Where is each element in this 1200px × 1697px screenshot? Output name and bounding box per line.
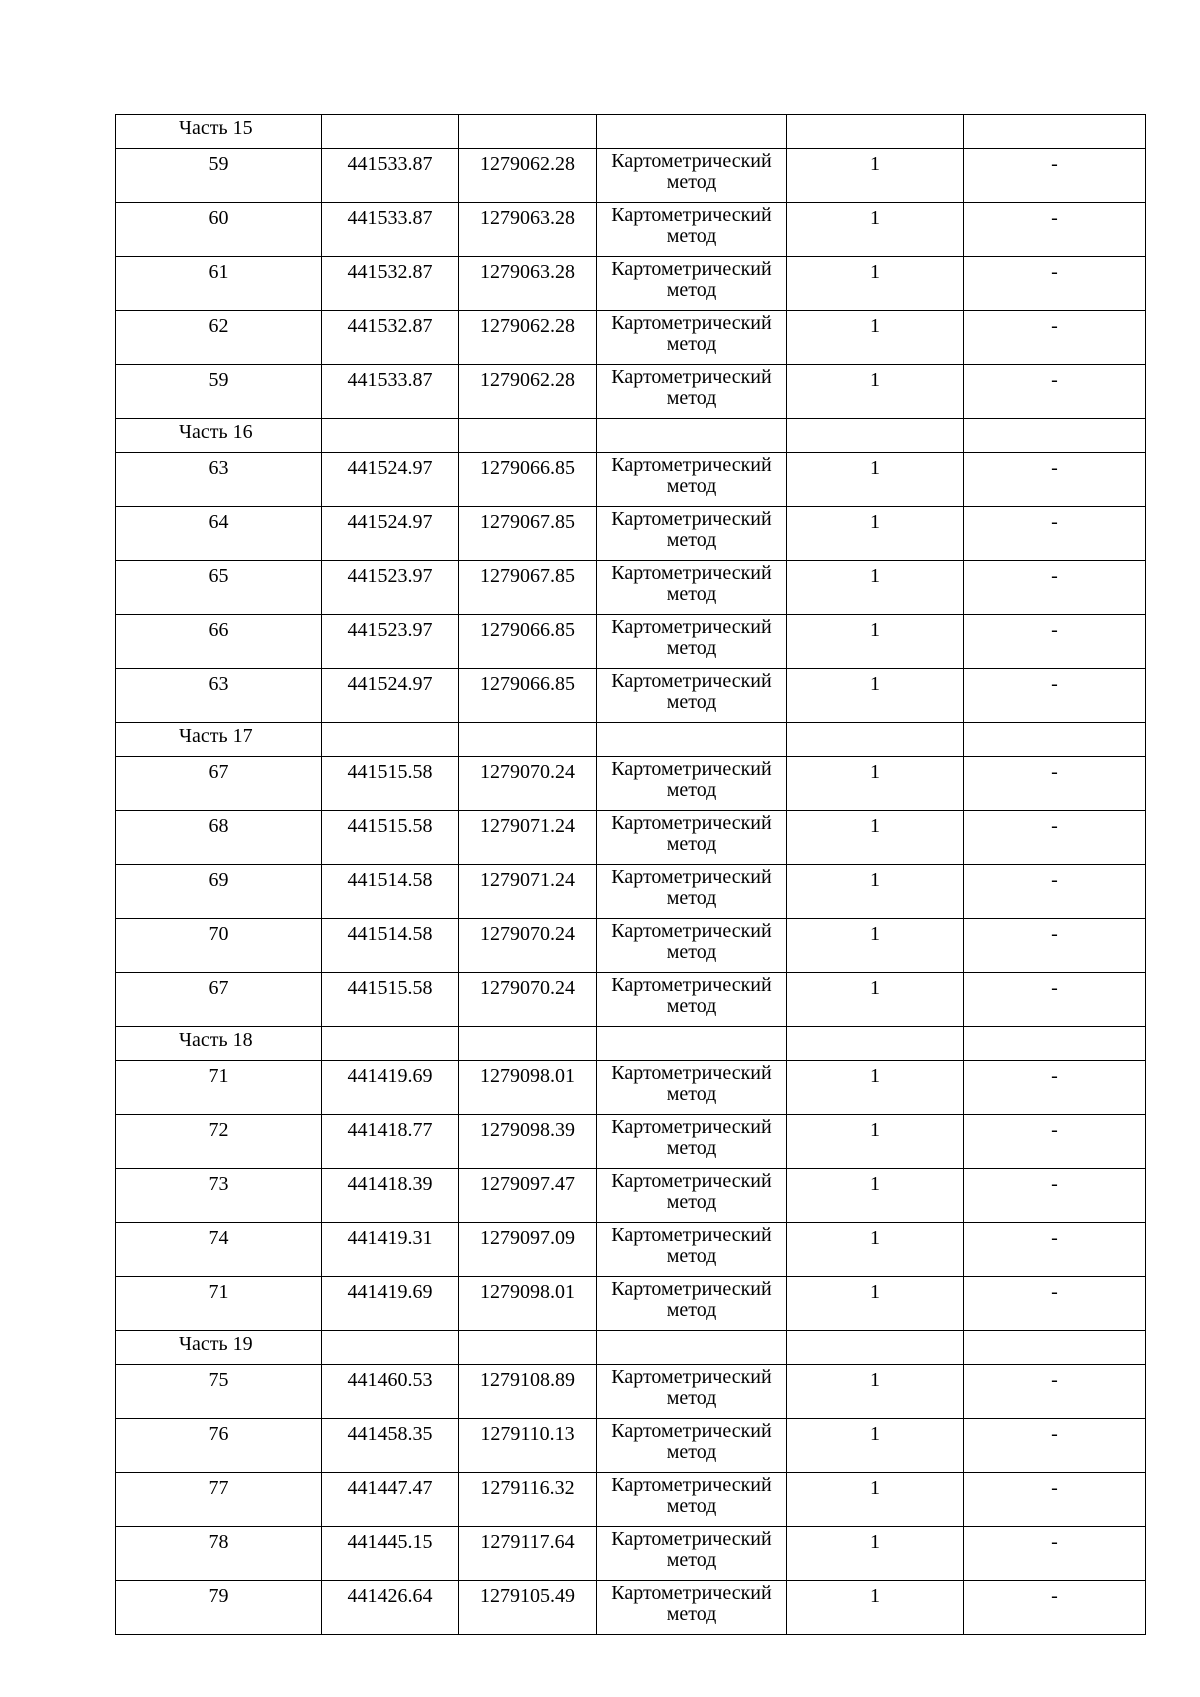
table-row xyxy=(116,1581,1146,1635)
table-row xyxy=(116,1473,1146,1527)
note: - xyxy=(964,311,1146,365)
accuracy: 1 xyxy=(787,1115,964,1169)
coord-y: 1279062.28 xyxy=(459,149,597,203)
method: Картометрический метод xyxy=(597,453,787,507)
coord-x: 441418.77 xyxy=(322,1115,459,1169)
coord-x: 441523.97 xyxy=(322,615,459,669)
point-number: 71 xyxy=(116,1277,322,1331)
accuracy: 1 xyxy=(787,1061,964,1115)
coord-x: 441533.87 xyxy=(322,203,459,257)
table-row xyxy=(116,1365,1146,1419)
part-label: Часть 16 xyxy=(116,419,322,453)
coord-y: 1279070.24 xyxy=(459,973,597,1027)
method: Картометрический метод xyxy=(597,1365,787,1419)
method: Картометрический метод xyxy=(597,1169,787,1223)
method: Картометрический метод xyxy=(597,149,787,203)
accuracy: 1 xyxy=(787,1581,964,1635)
table-row xyxy=(116,1223,1146,1277)
coord-x: 441515.58 xyxy=(322,973,459,1027)
coord-y: 1279067.85 xyxy=(459,507,597,561)
accuracy: 1 xyxy=(787,1473,964,1527)
empty-cell xyxy=(597,115,787,149)
empty-cell xyxy=(787,1331,964,1365)
empty-cell xyxy=(787,1027,964,1061)
note: - xyxy=(964,811,1146,865)
part-label: Часть 18 xyxy=(116,1027,322,1061)
coord-x: 441532.87 xyxy=(322,311,459,365)
table-row xyxy=(116,1115,1146,1169)
coord-y: 1279070.24 xyxy=(459,919,597,973)
accuracy: 1 xyxy=(787,257,964,311)
empty-cell xyxy=(322,419,459,453)
method: Картометрический метод xyxy=(597,257,787,311)
note: - xyxy=(964,1061,1146,1115)
table-row xyxy=(116,507,1146,561)
coord-y: 1279108.89 xyxy=(459,1365,597,1419)
part-label: Часть 19 xyxy=(116,1331,322,1365)
coord-y: 1279071.24 xyxy=(459,865,597,919)
table-row xyxy=(116,615,1146,669)
method: Картометрический метод xyxy=(597,203,787,257)
table-row xyxy=(116,561,1146,615)
coord-y: 1279097.09 xyxy=(459,1223,597,1277)
coord-x: 441419.69 xyxy=(322,1061,459,1115)
point-number: 60 xyxy=(116,203,322,257)
point-number: 79 xyxy=(116,1581,322,1635)
accuracy: 1 xyxy=(787,865,964,919)
coord-y: 1279062.28 xyxy=(459,365,597,419)
method: Картометрический метод xyxy=(597,365,787,419)
part-header-row xyxy=(116,723,1146,757)
coord-y: 1279066.85 xyxy=(459,669,597,723)
method: Картометрический метод xyxy=(597,1581,787,1635)
empty-cell xyxy=(964,115,1146,149)
point-number: 67 xyxy=(116,973,322,1027)
table-row xyxy=(116,1169,1146,1223)
coord-x: 441445.15 xyxy=(322,1527,459,1581)
note: - xyxy=(964,1419,1146,1473)
coord-x: 441523.97 xyxy=(322,561,459,615)
point-number: 71 xyxy=(116,1061,322,1115)
accuracy: 1 xyxy=(787,669,964,723)
empty-cell xyxy=(322,1331,459,1365)
method: Картометрический метод xyxy=(597,1223,787,1277)
method: Картометрический метод xyxy=(597,865,787,919)
empty-cell xyxy=(597,723,787,757)
coord-x: 441524.97 xyxy=(322,669,459,723)
accuracy: 1 xyxy=(787,973,964,1027)
coord-x: 441460.53 xyxy=(322,1365,459,1419)
note: - xyxy=(964,615,1146,669)
coord-y: 1279067.85 xyxy=(459,561,597,615)
note: - xyxy=(964,973,1146,1027)
method: Картометрический метод xyxy=(597,1115,787,1169)
method: Картометрический метод xyxy=(597,973,787,1027)
coord-y: 1279066.85 xyxy=(459,453,597,507)
accuracy: 1 xyxy=(787,149,964,203)
point-number: 74 xyxy=(116,1223,322,1277)
point-number: 64 xyxy=(116,507,322,561)
coordinates-table-body xyxy=(116,115,1146,1635)
coord-y: 1279071.24 xyxy=(459,811,597,865)
coord-x: 441426.64 xyxy=(322,1581,459,1635)
point-number: 66 xyxy=(116,615,322,669)
table-row xyxy=(116,1277,1146,1331)
note: - xyxy=(964,1277,1146,1331)
coord-y: 1279098.39 xyxy=(459,1115,597,1169)
coord-y: 1279098.01 xyxy=(459,1277,597,1331)
point-number: 73 xyxy=(116,1169,322,1223)
coord-x: 441515.58 xyxy=(322,811,459,865)
note: - xyxy=(964,365,1146,419)
method: Картометрический метод xyxy=(597,561,787,615)
method: Картометрический метод xyxy=(597,1277,787,1331)
table-row xyxy=(116,1061,1146,1115)
coord-x: 441514.58 xyxy=(322,919,459,973)
part-label: Часть 17 xyxy=(116,723,322,757)
empty-cell xyxy=(787,419,964,453)
empty-cell xyxy=(597,1027,787,1061)
point-number: 77 xyxy=(116,1473,322,1527)
point-number: 62 xyxy=(116,311,322,365)
method: Картометрический метод xyxy=(597,1061,787,1115)
coord-x: 441514.58 xyxy=(322,865,459,919)
coord-y: 1279098.01 xyxy=(459,1061,597,1115)
coord-x: 441533.87 xyxy=(322,365,459,419)
part-header-row xyxy=(116,1027,1146,1061)
note: - xyxy=(964,1581,1146,1635)
part-header-row xyxy=(116,115,1146,149)
method: Картометрический метод xyxy=(597,811,787,865)
accuracy: 1 xyxy=(787,615,964,669)
coord-y: 1279066.85 xyxy=(459,615,597,669)
accuracy: 1 xyxy=(787,1169,964,1223)
method: Картометрический метод xyxy=(597,919,787,973)
method: Картометрический метод xyxy=(597,507,787,561)
empty-cell xyxy=(597,419,787,453)
coord-x: 441419.69 xyxy=(322,1277,459,1331)
table-row xyxy=(116,365,1146,419)
note: - xyxy=(964,1527,1146,1581)
coord-y: 1279117.64 xyxy=(459,1527,597,1581)
accuracy: 1 xyxy=(787,1277,964,1331)
method: Картометрический метод xyxy=(597,615,787,669)
note: - xyxy=(964,507,1146,561)
accuracy: 1 xyxy=(787,1365,964,1419)
empty-cell xyxy=(322,1027,459,1061)
coord-x: 441447.47 xyxy=(322,1473,459,1527)
empty-cell xyxy=(459,723,597,757)
note: - xyxy=(964,257,1146,311)
point-number: 72 xyxy=(116,1115,322,1169)
coord-x: 441458.35 xyxy=(322,1419,459,1473)
point-number: 70 xyxy=(116,919,322,973)
point-number: 59 xyxy=(116,149,322,203)
empty-cell xyxy=(459,1331,597,1365)
table-row xyxy=(116,865,1146,919)
part-header-row xyxy=(116,1331,1146,1365)
point-number: 67 xyxy=(116,757,322,811)
table-row xyxy=(116,811,1146,865)
table-row xyxy=(116,973,1146,1027)
accuracy: 1 xyxy=(787,1419,964,1473)
note: - xyxy=(964,453,1146,507)
note: - xyxy=(964,1365,1146,1419)
empty-cell xyxy=(459,419,597,453)
empty-cell xyxy=(787,723,964,757)
note: - xyxy=(964,203,1146,257)
empty-cell xyxy=(459,115,597,149)
coord-y: 1279110.13 xyxy=(459,1419,597,1473)
part-header-row xyxy=(116,419,1146,453)
method: Картометрический метод xyxy=(597,1473,787,1527)
point-number: 63 xyxy=(116,453,322,507)
coord-y: 1279116.32 xyxy=(459,1473,597,1527)
accuracy: 1 xyxy=(787,203,964,257)
table-row xyxy=(116,203,1146,257)
point-number: 63 xyxy=(116,669,322,723)
table-row xyxy=(116,1527,1146,1581)
table-row xyxy=(116,757,1146,811)
empty-cell xyxy=(459,1027,597,1061)
empty-cell xyxy=(597,1331,787,1365)
note: - xyxy=(964,865,1146,919)
table-row xyxy=(116,919,1146,973)
coord-x: 441419.31 xyxy=(322,1223,459,1277)
empty-cell xyxy=(964,1331,1146,1365)
coord-y: 1279063.28 xyxy=(459,203,597,257)
part-label: Часть 15 xyxy=(116,115,322,149)
empty-cell xyxy=(322,115,459,149)
table-row xyxy=(116,669,1146,723)
accuracy: 1 xyxy=(787,507,964,561)
point-number: 68 xyxy=(116,811,322,865)
point-number: 61 xyxy=(116,257,322,311)
empty-cell xyxy=(787,115,964,149)
note: - xyxy=(964,1169,1146,1223)
empty-cell xyxy=(964,723,1146,757)
table-row xyxy=(116,311,1146,365)
accuracy: 1 xyxy=(787,561,964,615)
coord-y: 1279063.28 xyxy=(459,257,597,311)
coord-x: 441418.39 xyxy=(322,1169,459,1223)
table-row xyxy=(116,149,1146,203)
coord-x: 441532.87 xyxy=(322,257,459,311)
accuracy: 1 xyxy=(787,757,964,811)
note: - xyxy=(964,1223,1146,1277)
point-number: 59 xyxy=(116,365,322,419)
empty-cell xyxy=(964,1027,1146,1061)
table-row xyxy=(116,1419,1146,1473)
method: Картометрический метод xyxy=(597,1419,787,1473)
accuracy: 1 xyxy=(787,811,964,865)
method: Картометрический метод xyxy=(597,669,787,723)
coord-x: 441515.58 xyxy=(322,757,459,811)
note: - xyxy=(964,757,1146,811)
coordinates-table xyxy=(115,114,1146,1635)
coord-y: 1279070.24 xyxy=(459,757,597,811)
accuracy: 1 xyxy=(787,1527,964,1581)
method: Картометрический метод xyxy=(597,1527,787,1581)
method: Картометрический метод xyxy=(597,311,787,365)
coord-y: 1279062.28 xyxy=(459,311,597,365)
coord-x: 441524.97 xyxy=(322,507,459,561)
point-number: 78 xyxy=(116,1527,322,1581)
note: - xyxy=(964,561,1146,615)
coord-x: 441524.97 xyxy=(322,453,459,507)
point-number: 76 xyxy=(116,1419,322,1473)
table-row xyxy=(116,453,1146,507)
point-number: 75 xyxy=(116,1365,322,1419)
empty-cell xyxy=(964,419,1146,453)
accuracy: 1 xyxy=(787,311,964,365)
note: - xyxy=(964,919,1146,973)
method: Картометрический метод xyxy=(597,757,787,811)
accuracy: 1 xyxy=(787,453,964,507)
point-number: 65 xyxy=(116,561,322,615)
coord-y: 1279097.47 xyxy=(459,1169,597,1223)
coord-x: 441533.87 xyxy=(322,149,459,203)
note: - xyxy=(964,1115,1146,1169)
accuracy: 1 xyxy=(787,365,964,419)
note: - xyxy=(964,1473,1146,1527)
note: - xyxy=(964,669,1146,723)
coord-y: 1279105.49 xyxy=(459,1581,597,1635)
table-row xyxy=(116,257,1146,311)
empty-cell xyxy=(322,723,459,757)
point-number: 69 xyxy=(116,865,322,919)
accuracy: 1 xyxy=(787,919,964,973)
accuracy: 1 xyxy=(787,1223,964,1277)
note: - xyxy=(964,149,1146,203)
